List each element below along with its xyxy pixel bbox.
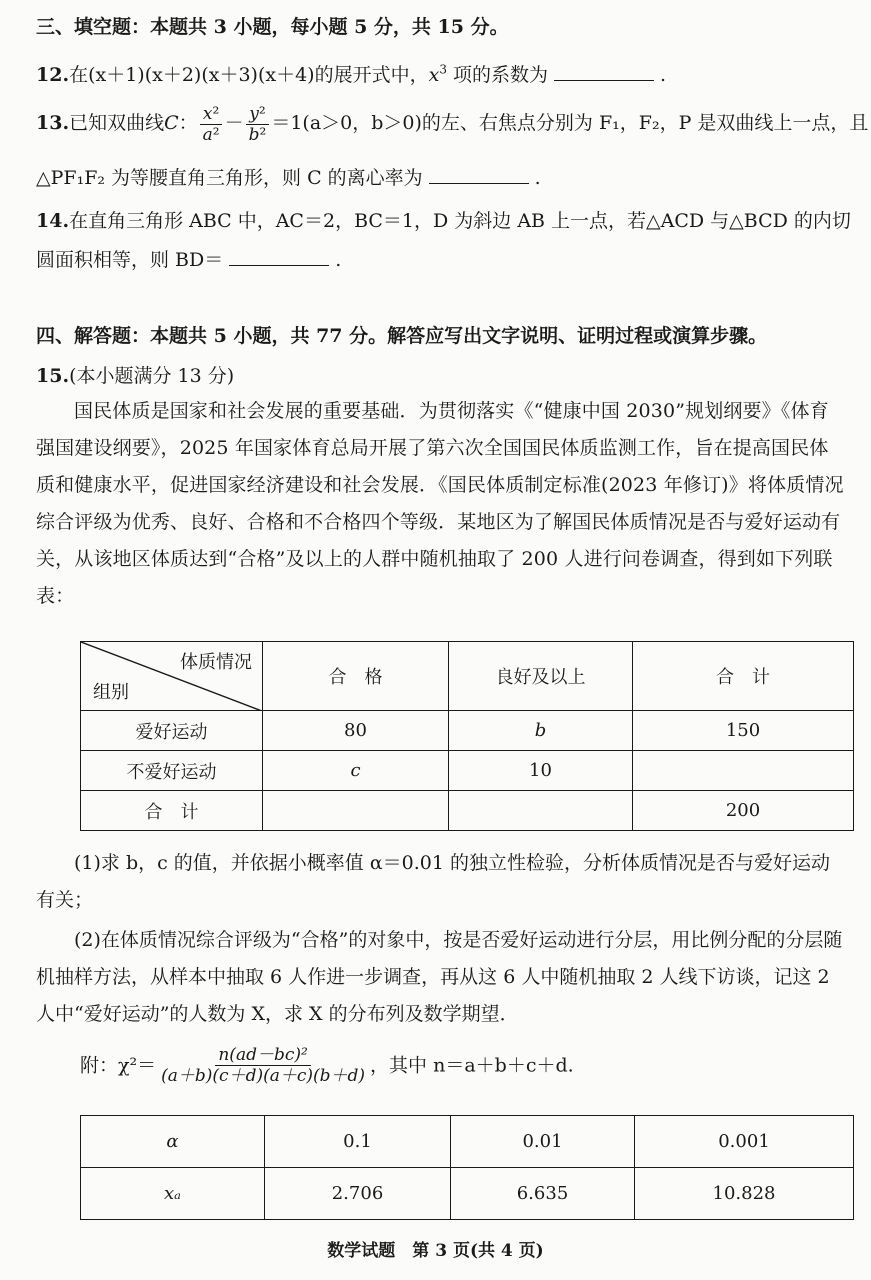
q14-period: . [335,249,342,271]
question-12: 12.在(x＋1)(x＋2)(x＋3)(x＋4)的展开式中，$x^3$ 项的系数为 . [36,62,667,86]
q14-line1-text: 在直角三角形 ABC 中，AC＝2，BC＝1，D 为斜边 AB 上一点，若△ACD 与△BCD 的内切 [69,210,851,232]
table-cell: 0.1 [265,1116,451,1168]
q13-line2-text: △PF₁F₂ 为等腰直角三角形，则 C 的离心率为 [36,167,423,189]
table-row [81,791,854,831]
q12-text-post: 项的系数为 [453,64,549,86]
page-footer: 数学试题 第 3 页(共 4 页) [327,1241,544,1261]
q15-part1: (1)求 b，c 的值，并依据小概率值 α＝0.01 的独立性检验，分析体质情况是否与爱好运动有关； [36,852,831,911]
row-label: 合 计 [81,791,263,831]
header-good-above: 良好及以上 [449,642,633,711]
question-14-line2 [36,245,847,272]
row-label: 爱好运动 [81,711,263,751]
q13-frac-y: $\frac{\text{y²}}{\text{b²}}$ [246,104,270,145]
q12-period: . [660,64,667,86]
chi-square-fraction [158,1045,368,1086]
question-14-line1 [36,206,851,233]
q15-score: (本小题满分 13 分) [69,365,235,387]
q13-answer-blank [429,182,529,184]
table-cell: 0.01 [451,1116,635,1168]
header-qualified: 合 格 [263,642,449,711]
table-row [81,711,854,751]
q15-paragraph: 国民体质是国家和社会发展的重要基础．为贯彻落实《“健康中国 2030”规划纲要》《体育强国建设纲要》，2025 年国家体育总局开展了第六次全国国民体质监测工作，旨在提高国民体质和健康水平，促进国家经济建设和社会发展．《国民体质制定标准(2023 年修订)》将体质情况综合评级为优秀、良好、合格和不合格四个等级．某地区为了解国民体质情况是否与爱好运动有关，从该地区体质达到“合格”及以上的人群中随机抽取了 200 人进行问卷调查，得到如下列联表： [36,400,844,607]
row-label: 不爱好运动 [81,751,263,791]
table-cell: 2.706 [265,1168,451,1220]
q15-part2: (2)在体质情况综合评级为“合格”的对象中，按是否爱好运动进行分层，用比例分配的分层随机抽样方法，从样本中抽取 6 人作进一步调查，再从这 6 人中随机抽取 2 人线下访谈，记这 2 人中“爱好运动”的人数为 X，求 X 的分布列及数学期望． [36,929,843,1025]
q12-text: 在(x＋1)(x＋2)(x＋3)(x＋4)的展开式中， [69,64,429,86]
table-cell: 150 [633,711,854,751]
q12-number: 12. [36,64,70,86]
table-row [81,1116,854,1168]
q15-number: 15. [36,365,70,387]
question-13-line1: 13.已知双曲线C： $\frac{\text{x²}}{\text{a²}}$ － $\frac{\text{y²}}{\text{b²}}$ ＝1(a＞0，b＞0)的左、右焦点分别为 F₁，F₂，P 是双曲线上一点，且 [36,103,869,145]
q14-line2-text: 圆面积相等，则 BD＝ [36,249,224,271]
formula-denominator: (a＋b)(c＋d)(a＋c)(b＋d) [161,1066,366,1086]
formula-prefix: 附：χ²＝ [80,1054,157,1077]
corner-top-label: 体质情况 [180,652,252,673]
corner-bottom-label: 组别 [93,682,129,703]
table-cell: c [263,751,449,791]
formula-numerator: n(ad－bc)² [215,1045,310,1066]
q13-period: . [534,167,541,189]
table-cell [449,791,633,831]
q13-frac-x: $\frac{\text{x²}}{\text{a²}}$ [200,104,223,145]
table-cell: 0.001 [635,1116,854,1168]
formula-suffix: ，其中 n＝a＋b＋c＋d. [370,1054,574,1077]
header-total: 合 计 [633,642,854,711]
q13-text: 已知双曲线 [69,112,165,134]
table-cell: 200 [633,791,854,831]
table-cell: 80 [263,711,449,751]
alpha-label: α [81,1116,265,1168]
q14-answer-blank [229,264,329,266]
q14-number: 14. [36,210,70,232]
table-cell [263,791,449,831]
formula-line [80,1045,847,1086]
table-cell: 10.828 [635,1168,854,1220]
critical-value-table [80,1115,854,1220]
table-cell: b [449,711,633,751]
section-3-title: 三、填空题：本题共 3 小题，每小题 5 分，共 15 分。 [36,16,509,38]
table-cell: 6.635 [451,1168,635,1220]
contingency-table [80,641,854,831]
q13-equation-tail: ＝1(a＞0，b＞0)的左、右焦点分别为 F₁，F₂，P 是双曲线上一点，且 [271,112,869,134]
table-row [81,751,854,791]
table-cell [633,751,854,791]
question-13-line2 [36,163,847,190]
x-alpha-label: xₐ [81,1168,265,1220]
q13-number: 13. [36,112,70,134]
table-corner-cell [81,642,263,711]
table-row [81,1168,854,1220]
q12-answer-blank [554,79,654,81]
question-15-header [36,361,847,388]
table-cell: 10 [449,751,633,791]
section-4-title: 四、解答题：本题共 5 小题，共 77 分。解答应写出文字说明、证明过程或演算步骤。 [36,325,768,347]
